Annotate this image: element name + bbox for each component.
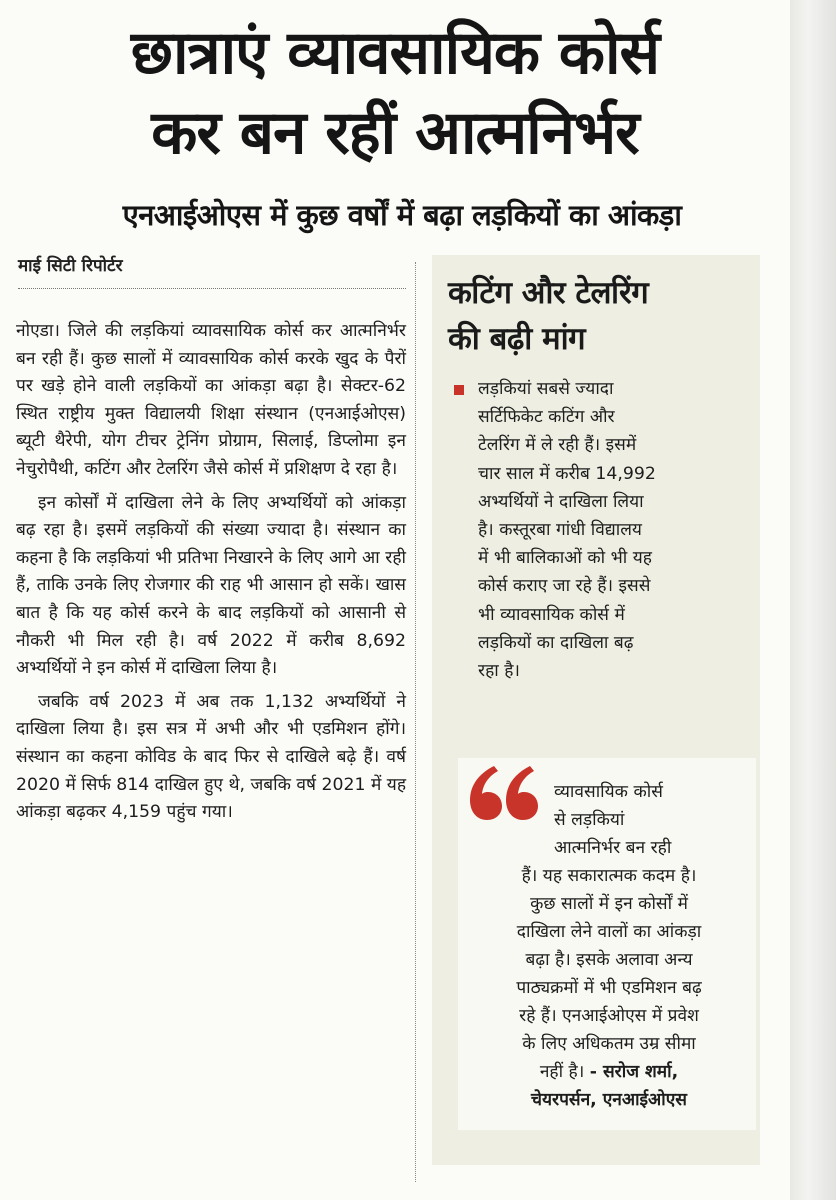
sidebar-title-line-1: कटिंग और टेलरिंग: [448, 275, 649, 311]
quote-text: [464, 778, 754, 1114]
sidebar-line: रहा है।: [478, 661, 520, 682]
headline-line-1: छात्राएं व्यावसायिक कोर्स: [130, 18, 660, 88]
byline: माई सिटी रिपोर्टर: [18, 256, 123, 276]
quote-line: नहीं है।: [539, 1062, 585, 1082]
sidebar-line: लड़कियां सबसे ज्यादा: [478, 379, 614, 399]
quote-line: से लड़कियां: [554, 810, 625, 830]
sidebar-line: अभ्यर्थियों ने दाखिला लिया: [478, 491, 644, 512]
quote-line: रहे हैं। एनआईओएस में प्रवेश: [519, 1006, 699, 1026]
sidebar-line: चार साल में करीब 14,992: [478, 463, 656, 484]
article-paragraph-1: नोएडा। जिले की लड़कियां व्यावसायिक कोर्स कर आत्मनिर्भर बन रही हैं। कुछ सालों में व्यावसायिक कोर्स करके खुद के पैरों पर खड़े होने वाली लड़कियों का आंकड़ा बढ़ा है। सेक्टर-62 स्थित राष्ट्रीय मुक्त विद्यालयी शिक्षा संस्थान (एनआईओएस) ब्यूटी थैरेपी, योग टीचर ट्रेनिंग प्रोग्राम, सिलाई, डिप्लोमा इन नेचुरोपैथी, कटिंग और टेलरिंग जैसे कोर्स में प्रशिक्षण दे रहा है।: [16, 321, 406, 479]
article-body: [16, 318, 406, 833]
sidebar-line: भी व्यावसायिक कोर्स में: [478, 604, 625, 625]
article-paragraph-3: जबकि वर्ष 2023 में अब तक 1,132 अभ्यर्थियों ने दाखिला लिया है। इस सत्र में अभी और भी एडमिशन होंगे। संस्थान का कहना कोविड के बाद फिर से दाखिले बढ़े हैं। वर्ष 2020 में सिर्फ 814 दाखिल हुए थे, जबकि वर्ष 2021 में यह आंकड़ा बढ़कर 4,159 पहुंच गया।: [16, 691, 407, 823]
quote-line: कुछ सालों में इन कोर्सों में: [530, 894, 688, 914]
byline-divider: [18, 288, 406, 289]
sidebar-line: में भी बालिकाओं को भी यह: [478, 548, 652, 569]
headline-line-2: कर बन रहीं आत्मनिर्भर: [151, 98, 639, 168]
sidebar-line: है। कस्तूरबा गांधी विद्यालय: [478, 520, 642, 541]
article-paragraph-2: इन कोर्सों में दाखिला लेने के लिए अभ्यर्थियों को आंकड़ा बढ़ रहा है। इसमें लड़कियों की संख्या ज्यादा है। संस्थान का कहना है कि लड़कियां भी प्रतिभा निखारने के लिए आगे आ रही हैं, ताकि उनके लिए रोजगार की राह भी आसान हो सकें। खास बात है कि यह कोर्स करने के बाद लड़कियों को आसानी से नौकरी भी मिल रही है। वर्ष 2022 में करीब 8,692 अभ्यर्थियों ने इन कोर्स में दाखिला लिया है।: [16, 492, 406, 679]
sidebar-line: लड़कियों का दाखिला बढ़: [478, 632, 634, 653]
sidebar-line: टेलरिंग में ले रही हैं। इसमें: [478, 435, 637, 456]
quote-attribution-name: - सरोज शर्मा,: [589, 1062, 679, 1082]
quote-attribution-title: चेयरपर्सन, एनआईओएस: [531, 1090, 687, 1110]
sidebar-line: सर्टिफिकेट कटिंग और: [478, 407, 615, 428]
sidebar-title-line-2: की बढ़ी मांग: [448, 321, 586, 357]
quote-line: आत्मनिर्भर बन रही: [554, 838, 672, 858]
sidebar-text: [478, 375, 748, 685]
quote-line: के लिए अधिकतम उम्र सीमा: [522, 1034, 696, 1054]
quote-line: पाठ्यक्रमों में भी एडमिशन बढ़: [516, 978, 702, 998]
sidebar-title: [448, 270, 748, 362]
quote-line: दाखिला लेने वालों का आंकड़ा: [516, 922, 702, 942]
square-bullet-icon: [454, 385, 464, 395]
quote-line: बढ़ा है। इसके अलावा अन्य: [525, 950, 693, 970]
column-divider: [415, 262, 416, 1182]
page-edge: [790, 0, 836, 1200]
subheadline: एनआईओएस में कुछ वर्षों में बढ़ा लड़कियों का आंकड़ा: [122, 198, 682, 232]
sidebar-line: कोर्स कराए जा रहे हैं। इससे: [478, 576, 651, 597]
quote-line: हैं। यह सकारात्मक कदम है।: [521, 866, 697, 886]
quote-line: व्यावसायिक कोर्स: [554, 782, 663, 802]
